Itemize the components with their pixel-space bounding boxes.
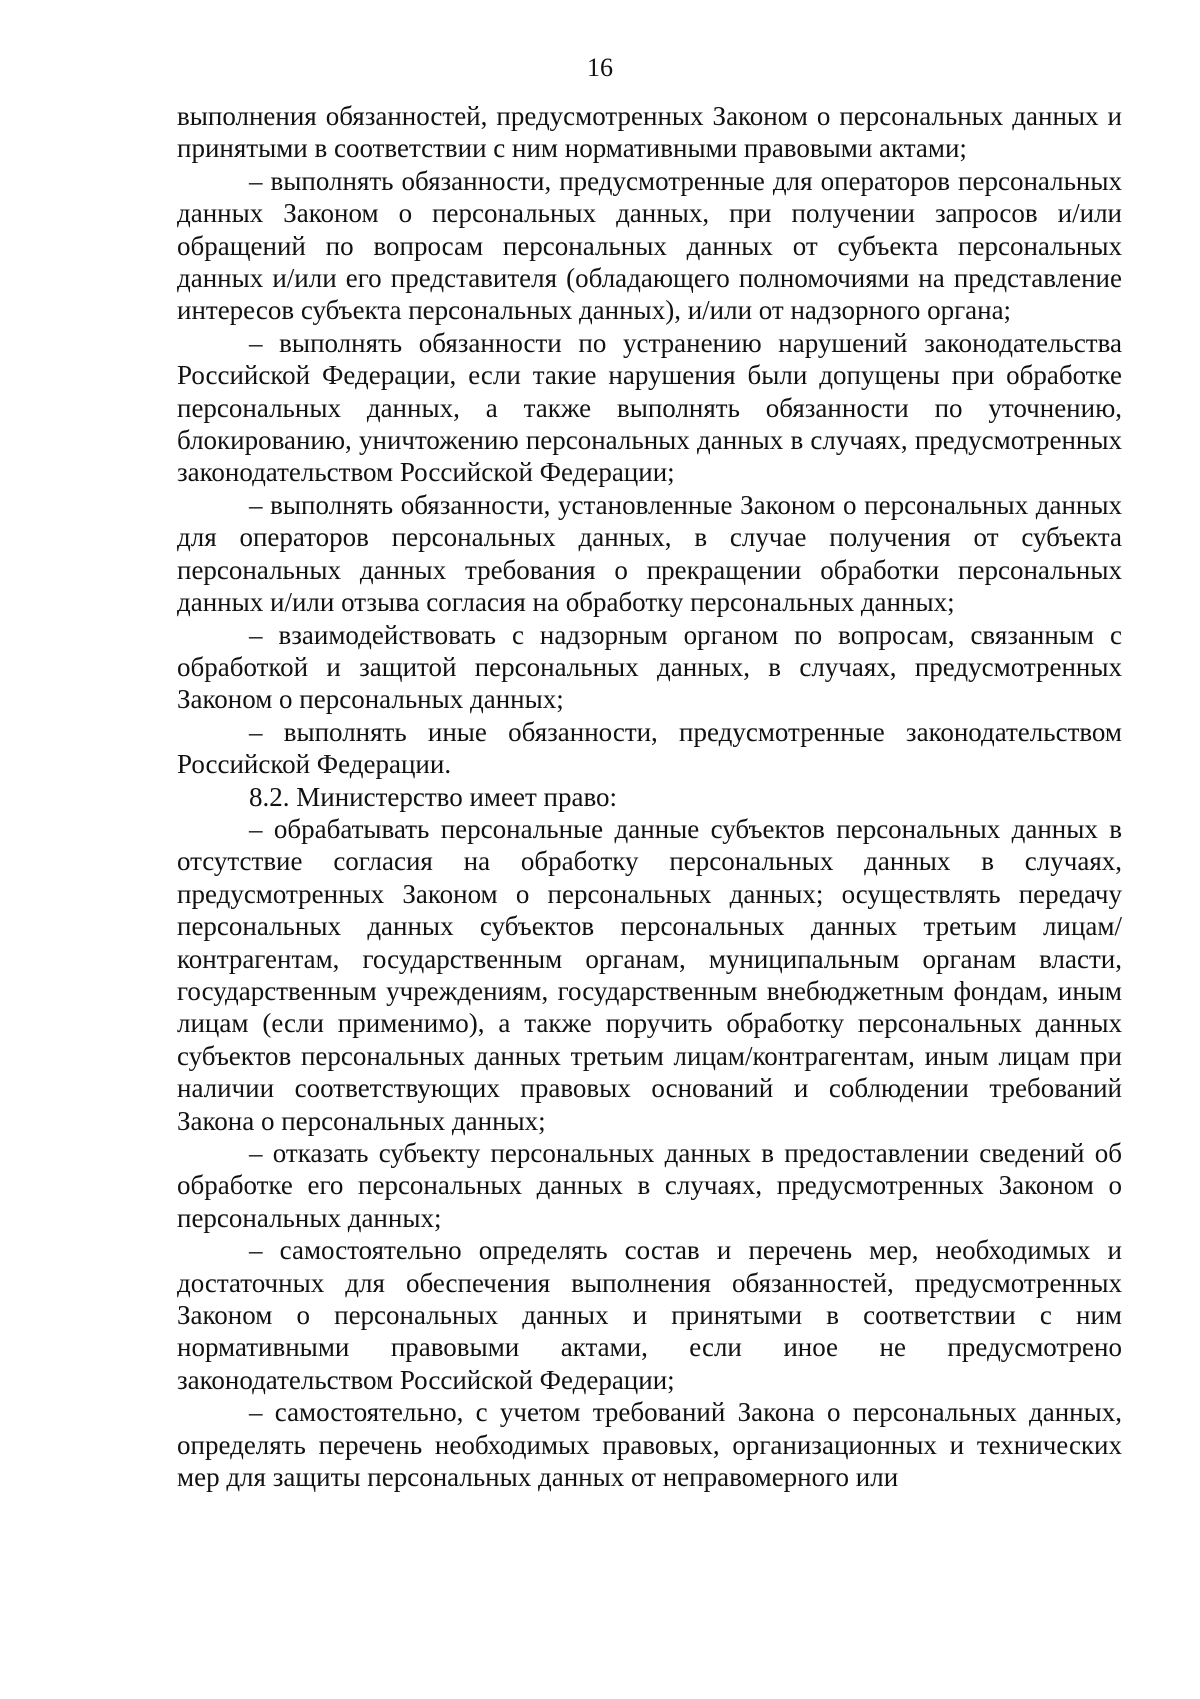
- paragraph-continuation: выполнения обязанностей, предусмотренных Законом о персональных данных и принятыми в соответствии с ним нормативными правовыми актами;: [177, 101, 1122, 164]
- list-item-violation-remedy: – выполнять обязанности по устранению нарушений законодательства Российской Федерации, если такие нарушения были допущены при обработке персональных данных, а также выполнять обязанности по уточнению, блокированию, уничтожению персональных данных в случаях, предусмотренных законодательством Российской Федерации;: [177, 327, 1122, 488]
- list-item-protection-measures: – самостоятельно, с учетом требований Закона о персональных данных, определять перечень необходимых правовых, организационных и технических мер для защиты персональных данных от неправомерного или: [177, 1397, 1122, 1493]
- list-item-processing-without-consent: – обрабатывать персональные данные субъектов персональных данных в отсутствие согласия на обработку персональных данных в случаях, предусмотренных Законом о персональных данных; осуществлять передачу персональных данных субъектов персональных данных третьим лицам/контрагентам, государственным органам, муниципальным органам власти, государственным учреждениям, государственным внебюджетным фондам, иным лицам (если применимо), а также поручить обработку персональных данных субъектов персональных данных третьим лицам/контрагентам, иным лицам при наличии соответствующих правовых оснований и соблюдении требований Закона о персональных данных;: [177, 813, 1122, 1136]
- page-number: 16: [587, 53, 613, 82]
- document-body: [177, 100, 1122, 1493]
- list-item-define-measures: – самостоятельно определять состав и перечень мер, необходимых и достаточных для обеспечения выполнения обязанностей, предусмотренных Законом о персональных данных и принятыми в соответствии с ним нормативными правовыми актами, если иное не предусмотрено законодательством Российской Федерации;: [177, 1235, 1122, 1395]
- list-item-refuse-information: – отказать субъекту персональных данных в предоставлении сведений об обработке его персональных данных в случаях, предусмотренных Законом о персональных данных;: [177, 1138, 1122, 1233]
- list-item-operator-duties: – выполнять обязанности, предусмотренные для операторов персональных данных Законом о персональных данных, при получении запросов и/или обращений по вопросам персональных данных от субъекта персональных данных и/или его представителя (обладающего полномочиями на представление интересов субъекта персональных данных), и/или от надзорного органа;: [177, 165, 1122, 326]
- section-heading-8-2: 8.2. Министерство имеет право:: [249, 781, 618, 812]
- list-item-other-duties: – выполнять иные обязанности, предусмотренные законодательством Российской Федерации.: [177, 716, 1122, 780]
- list-item-supervisory-cooperation: – взаимодействовать с надзорным органом по вопросам, связанным с обработкой и защитой персональных данных, в случаях, предусмотренных Законом о персональных данных;: [177, 619, 1122, 715]
- list-item-processing-termination: – выполнять обязанности, установленные Законом о персональных данных для операторов персональных данных, в случае получения от субъекта персональных данных требования о прекращении обработки персональных данных и/или отзыва согласия на обработку персональных данных;: [177, 489, 1122, 618]
